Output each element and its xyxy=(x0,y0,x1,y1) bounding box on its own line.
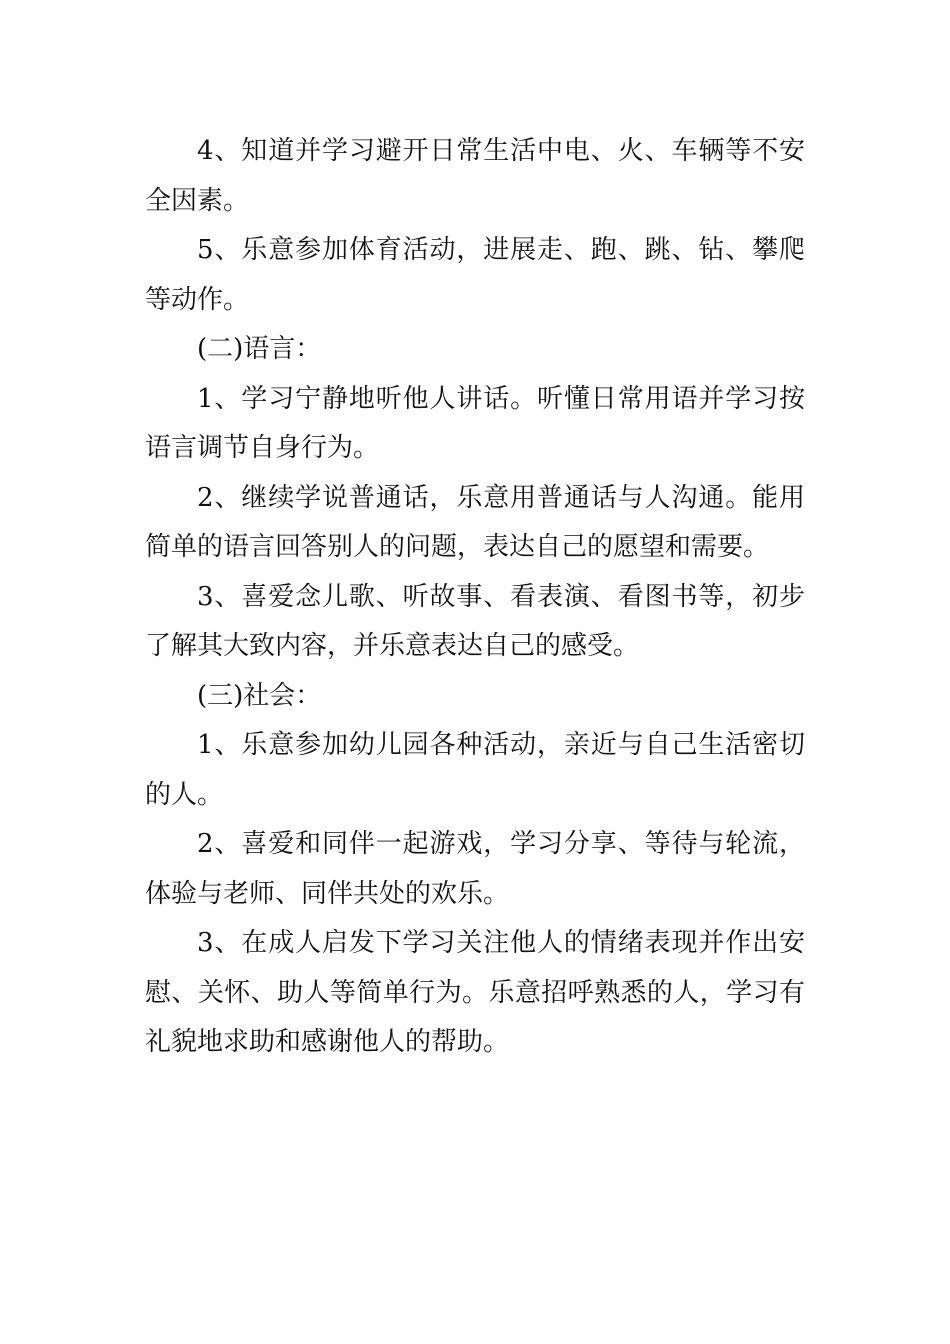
document-body xyxy=(145,127,805,1068)
paragraph-society-1: 1、乐意参加幼儿园各种活动，亲近与自己生活密切的人。 xyxy=(145,730,805,810)
paragraph-language-2: 2、继续学说普通话，乐意用普通话与人沟通。能用简单的语言回答别人的问题，表达自己的愿望和需要。 xyxy=(145,482,805,562)
paragraph-item-5-sports: 5、乐意参加体育活动，进展走、跑、跳、钻、攀爬等动作。 xyxy=(145,235,805,315)
section-heading-society: (三)社会： xyxy=(197,680,322,711)
paragraph-language-1: 1、学习宁静地听他人讲话。听懂日常用语并学习按语言调节自身行为。 xyxy=(145,383,805,463)
paragraph-society-3: 3、在成人启发下学习关注他人的情绪表现并作出安慰、关怀、助人等简单行为。乐意招呼熟悉的人，学习有礼貌地求助和感谢他人的帮助。 xyxy=(145,928,805,1057)
section-heading-language: (二)语言： xyxy=(197,334,322,364)
paragraph-society-2: 2、喜爱和同伴一起游戏，学习分享、等待与轮流，体验与老师、同伴共处的欢乐。 xyxy=(145,829,805,909)
paragraph-language-3: 3、喜爱念儿歌、听故事、看表演、看图书等，初步了解其大致内容，并乐意表达自己的感受。 xyxy=(145,581,805,661)
paragraph-item-4-safety: 4、知道并学习避开日常生活中电、火、车辆等不安全因素。 xyxy=(145,136,805,216)
